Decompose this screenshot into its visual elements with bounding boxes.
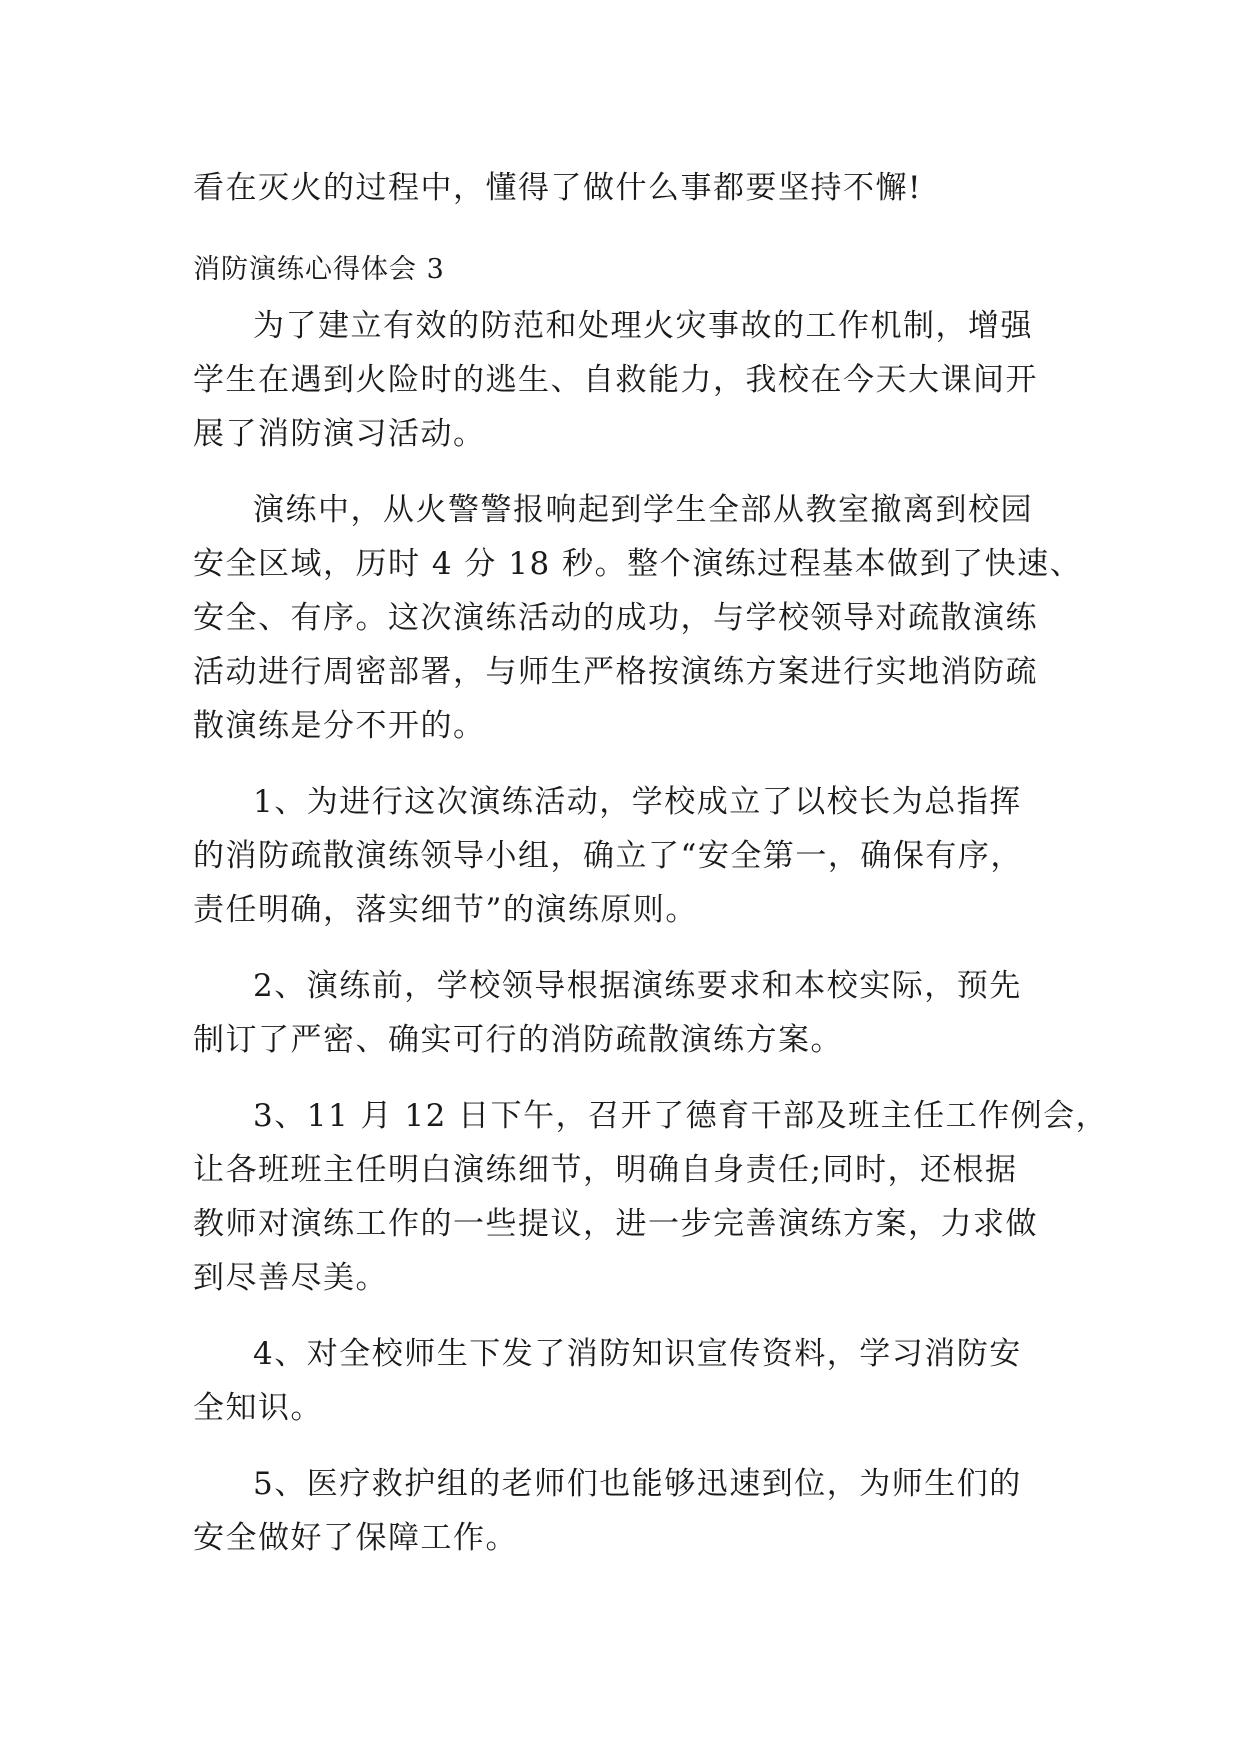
paragraph-line: 安全、有序。这次演练活动的成功，与学校领导对疏散演练 — [193, 600, 1038, 636]
paragraph-line: 全知识。 — [193, 1390, 323, 1426]
paragraph-line: 制订了严密、确实可行的消防疏散演练方案。 — [193, 1022, 843, 1058]
paragraph-line: 3、11 月 12 日下午，召开了德育干部及班主任工作例会， — [253, 1098, 1109, 1134]
text-line: 看在灭火的过程中，懂得了做什么事都要坚持不懈! — [193, 170, 922, 206]
paragraph-line: 1、为进行这次演练活动，学校成立了以校长为总指挥 — [253, 784, 1022, 820]
paragraph-line: 散演练是分不开的。 — [193, 708, 486, 744]
paragraph-line: 展了消防演习活动。 — [193, 416, 486, 452]
paragraph-line: 学生在遇到火险时的逃生、自救能力，我校在今天大课间开 — [193, 362, 1038, 398]
paragraph-line: 让各班班主任明白演练细节，明确自身责任;同时，还根据 — [193, 1152, 1018, 1188]
paragraph-line: 到尽善尽美。 — [193, 1260, 388, 1296]
paragraph-line: 安全区域，历时 4 分 18 秒。整个演练过程基本做到了快速、 — [193, 546, 1083, 582]
paragraph-line: 教师对演练工作的一些提议，进一步完善演练方案，力求做 — [193, 1206, 1038, 1242]
paragraph-line: 4、对全校师生下发了消防知识宣传资料，学习消防安 — [253, 1336, 1022, 1372]
paragraph-line: 5、医疗救护组的老师们也能够迅速到位，为师生们的 — [253, 1466, 1022, 1502]
paragraph-line: 活动进行周密部署，与师生严格按演练方案进行实地消防疏 — [193, 654, 1038, 690]
paragraph-line: 安全做好了保障工作。 — [193, 1520, 518, 1556]
paragraph-line: 2、演练前，学校领导根据演练要求和本校实际，预先 — [253, 968, 1022, 1004]
paragraph-line: 演练中，从火警警报响起到学生全部从教室撤离到校园 — [253, 492, 1033, 528]
paragraph-line: 的消防疏散演练领导小组，确立了“安全第一，确保有序， — [193, 838, 1023, 874]
paragraph-line: 为了建立有效的防范和处理火灾事故的工作机制，增强 — [253, 308, 1033, 344]
paragraph-line: 责任明确，落实细节”的演练原则。 — [193, 892, 698, 928]
section-title: 消防演练心得体会 3 — [193, 254, 445, 285]
